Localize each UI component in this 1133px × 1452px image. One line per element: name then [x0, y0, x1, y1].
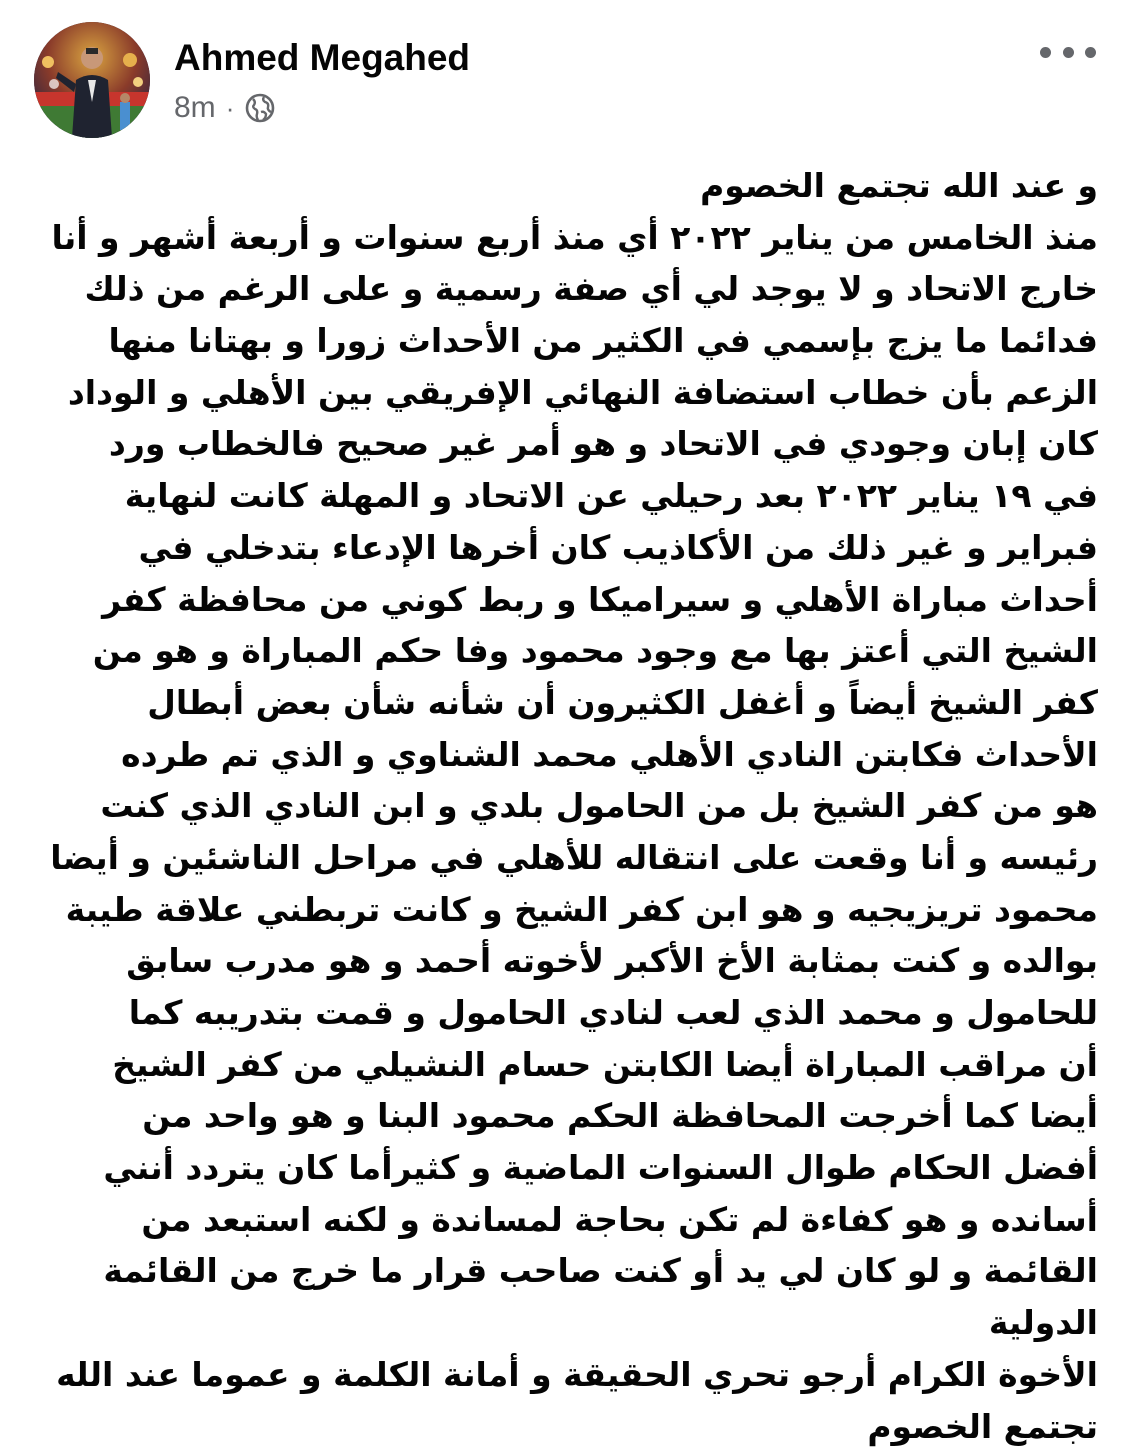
post-line: أحداث مباراة الأهلي و سيراميكا و ربط كوني من محافظة كفر	[20, 574, 1098, 626]
post-line: في ١٩ يناير ٢٠٢٢ بعد رحيلي عن الاتحاد و المهلة كانت لنهاية	[20, 470, 1098, 522]
post-line: الأخوة الكرام أرجو تحري الحقيقة و أمانة الكلمة و عموما عند الله	[20, 1349, 1098, 1401]
post-line: الأحداث فكابتن النادي الأهلي محمد الشناوي و الذي تم طرده	[20, 729, 1098, 781]
post-line: أسانده و هو كفاءة لم تكن بحاجة لمساندة و لكنه استبعد من	[20, 1194, 1098, 1246]
post-line: كفر الشيخ أيضاً و أغفل الكثيرون أن شأنه شأن بعض أبطال	[20, 677, 1098, 729]
post-meta	[174, 88, 276, 128]
post-line: فدائما ما يزج بإسمي في الكثير من الأحداث زورا و بهتانا منها	[20, 315, 1098, 367]
meta-separator: ·	[226, 93, 235, 124]
post-text	[20, 160, 1098, 1452]
post-line: بوالده و كنت بمثابة الأخ الأكبر لأخوته أحمد و هو مدرب سابق	[20, 935, 1098, 987]
post-line: تجتمع الخصوم	[20, 1401, 1098, 1452]
post-line: للحامول و محمد الذي لعب لنادي الحامول و قمت بتدريبه كما	[20, 987, 1098, 1039]
post-line: أن مراقب المباراة أيضا الكابتن حسام النشيلي من كفر الشيخ	[20, 1039, 1098, 1091]
post-line: كان إبان وجودي في الاتحاد و هو أمر غير صحيح فالخطاب ورد	[20, 418, 1098, 470]
author-name[interactable]: Ahmed Megahed	[174, 36, 470, 80]
post-timestamp[interactable]: 8m	[174, 91, 216, 125]
post-header	[0, 0, 1133, 150]
post-line: فبراير و غير ذلك من الأكاذيب كان أخرها الإدعاء بتدخلي في	[20, 522, 1098, 574]
post-line: محمود تريزيجيه و هو ابن كفر الشيخ و كانت تربطني علاقة طيبة	[20, 884, 1098, 936]
post-line: الشيخ التي أعتز بها مع وجود محمود وفا حكم المباراة و هو من	[20, 625, 1098, 677]
post-line: الزعم بأن خطاب استضافة النهائي الإفريقي بين الأهلي و الوداد	[20, 367, 1098, 419]
post-line: خارج الاتحاد و لا يوجد لي أي صفة رسمية و على الرغم من ذلك	[20, 263, 1098, 315]
post-line: منذ الخامس من يناير ٢٠٢٢ أي منذ أربع سنوات و أربعة أشهر و أنا	[20, 212, 1098, 264]
globe-icon[interactable]	[244, 92, 276, 124]
post-line: أيضا كما أخرجت المحافظة الحكم محمود البنا و هو واحد من	[20, 1090, 1098, 1142]
author-avatar[interactable]	[34, 22, 150, 138]
more-horizontal-icon	[1040, 47, 1051, 58]
avatar-photo	[34, 22, 150, 138]
post-line: رئيسه و أنا وقعت على انتقاله للأهلي في مراحل الناشئين و أيضا	[20, 832, 1098, 884]
post-line: و عند الله تجتمع الخصوم	[20, 160, 1098, 212]
post-line: القائمة و لو كان لي يد أو كنت صاحب قرار ما خرج من القائمة	[20, 1245, 1098, 1297]
post-line: هو من كفر الشيخ بل من الحامول بلدي و ابن النادي الذي كنت	[20, 780, 1098, 832]
more-options-button[interactable]	[1040, 32, 1096, 72]
post-line: أفضل الحكام طوال السنوات الماضية و كثيرأما كان يتردد أنني	[20, 1142, 1098, 1194]
post-line: الدولية	[20, 1297, 1098, 1349]
